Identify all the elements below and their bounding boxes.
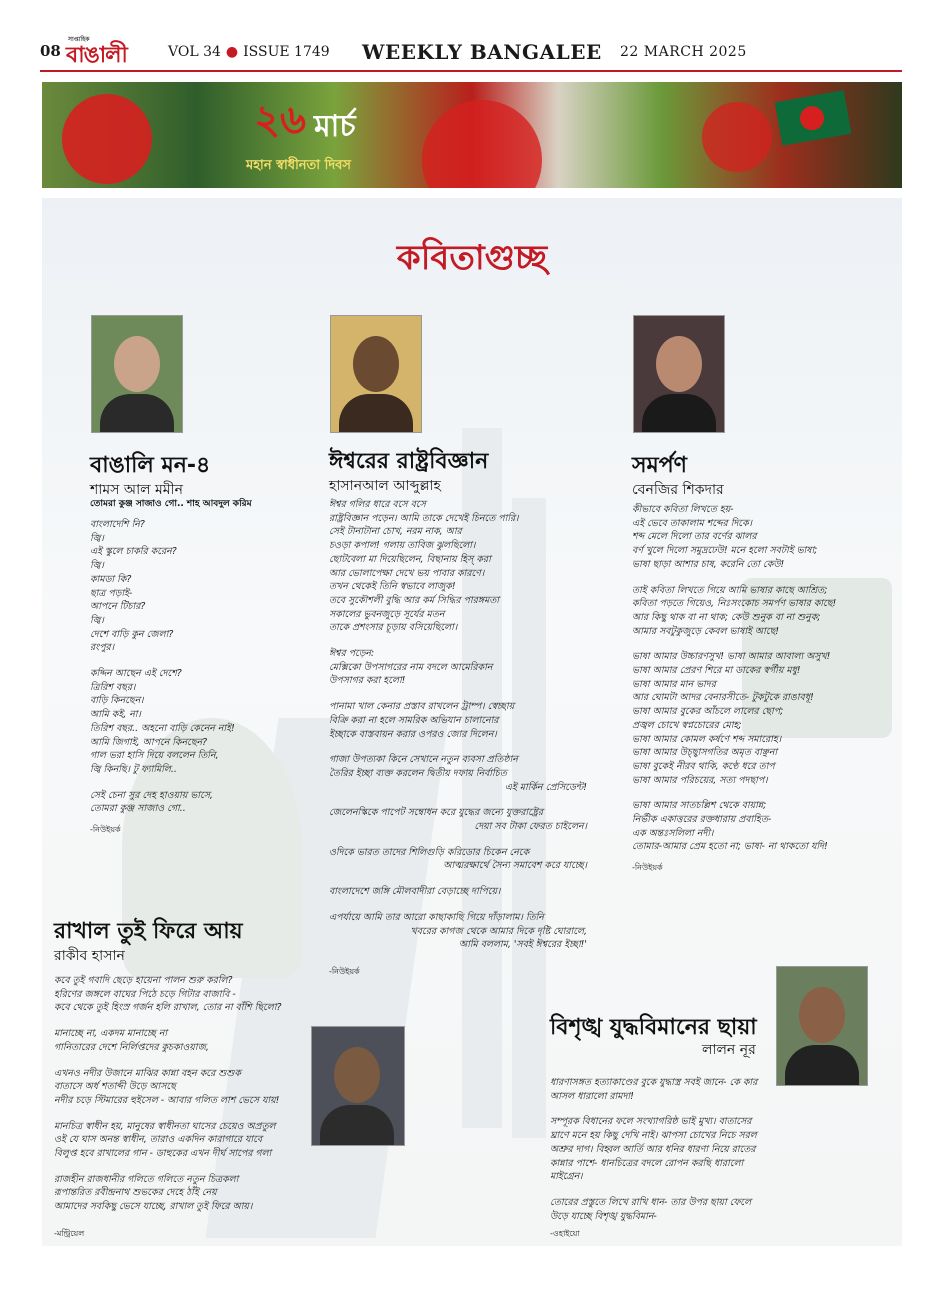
poem-line xyxy=(550,1103,810,1115)
banner-day: ২৬ xyxy=(254,97,307,143)
poem-line: জ্বি। xyxy=(90,532,104,544)
poem-line: দেশে বাড়ি কুন জেলা? xyxy=(90,628,174,640)
poem-author: বেনজির শিকদার xyxy=(632,482,724,498)
poem-line: মানচিত্র স্বাধীন হয়, মানুষের স্বাধীনতা ঘাসের চেয়েও অপ্রতুল xyxy=(54,1120,276,1132)
poem-line: উড়ে যাচ্ছে বিশৃঙ্খ যুদ্ধবিমান- xyxy=(550,1210,657,1222)
poem-line: তৈরির ইচ্ছা ব্যক্ত করলেন দ্বিতীয় দফায় নির্বাচিত xyxy=(329,767,507,779)
header-rule xyxy=(40,70,902,72)
poem-author: রাকীব হাসান xyxy=(54,948,125,964)
section-title: কবিতাগুচ্ছ xyxy=(396,238,548,278)
poem-line: সম্পূরক বিধানের ফলে সংখ্যাগরিষ্ঠ ভাই মুখ্য। বাতাসের xyxy=(550,1116,752,1128)
poem-line: নির্ভীক একাত্তরের রক্তধারায় প্রবাহিত- xyxy=(632,814,772,826)
poem-line: এক অন্তঃসলিলা নদী। xyxy=(632,827,714,839)
poem-line: এই মার্কিন প্রেসিডেন্ট! xyxy=(504,781,587,793)
poem-line xyxy=(54,1108,304,1120)
poem-line: সকালের ভুবনজুড়ে সূর্যের মতন xyxy=(329,608,445,620)
poem-line: উপসাগর করা হলো! xyxy=(329,675,406,687)
poem-line: কদ্দিন আছেন এই দেশে? xyxy=(90,668,182,680)
author-photo-hasanal-abdullah xyxy=(330,315,422,433)
poem-title: বাঙালি মন-৪ xyxy=(90,453,211,478)
poem-line: শব্দ মেলে দিলো তার বর্ণের ঝালর xyxy=(632,531,757,543)
poem-line: এই স্কুলে চাকরি করেন? xyxy=(90,546,177,558)
poem-line: ভাষা ছাড়া আশার চাষ, করেনি তো কেউ! xyxy=(632,558,785,570)
masthead xyxy=(0,38,945,72)
poem-line: রাজহীন রাজধানীর গলিতে গলিতে নতুন চিত্রকলা xyxy=(54,1173,239,1185)
poem-line: নদীর চড়ে স্টিমারের হুইসেল - আবার গলিত লাশ ভেসে যায়! xyxy=(54,1094,280,1106)
poem-line: এই ভেবে তাকালাম শব্দের দিকে। xyxy=(632,517,752,529)
banner-sun-left xyxy=(62,94,152,184)
poem-line: ভাষা আমার কোমল কর্ষণে শব্দ সমারোহ। xyxy=(632,733,782,745)
poem-line: ভাষা বুকেই নীরব থাকি, কণ্ঠে ধরে তাপ xyxy=(632,760,775,772)
poem-line: বাংলাদেশি নি? xyxy=(90,519,145,530)
poem-line: মাইগ্রেন। xyxy=(550,1171,583,1183)
poem-body xyxy=(632,503,862,854)
poem-line: ইচ্ছাকে বাস্তবায়ন করার ওপরও জোর দিলেন। xyxy=(329,728,497,740)
poem-author: হাসানআল আব্দুল্লাহ xyxy=(329,478,441,494)
poem-line: আপনে টিচার? xyxy=(90,601,146,613)
poem-line: রাষ্ট্রবিজ্ঞান পড়েন। আমি তাকে দেখেই চিনতে পারি। xyxy=(329,512,519,524)
poem-line: বিলুপ্ত হবে রাখালের গান - ডাহুকের এখন দীর্ঘ সাপের গলা xyxy=(54,1148,272,1160)
poem-line: আমি কই, না। xyxy=(90,709,141,721)
poem-line xyxy=(90,655,290,667)
bangladesh-flag-icon xyxy=(775,90,852,145)
poem-line: কবে থেকে তুই হিংস্র গর্জন হলি রাখাল, তোর না বাঁশি ছিলো? xyxy=(54,1002,282,1014)
separator-dot-icon: ● xyxy=(225,44,239,60)
poem-title: ঈশ্বরের রাষ্ট্রবিজ্ঞান xyxy=(329,449,489,474)
poem-line: জ্বি। xyxy=(90,560,104,572)
poem-line: তোমরা কুঞ্জ সাজাও গো.. xyxy=(90,803,186,815)
banner-sun-center xyxy=(422,100,542,188)
poem-line: খবরের কাগজ থেকে আমার দিকে দৃষ্টি ঘোরালে, xyxy=(410,925,587,937)
poem-line: আত্মরক্ষার্থে সৈন্য সমাবেশ করে যাচ্ছে। xyxy=(443,860,587,872)
poem-line: এপর্যায়ে আমি তার আরো কাছাকাছি গিয়ে দাঁড়ালাম। তিনি xyxy=(329,911,544,923)
logo-tagline: সাপ্তাহিক xyxy=(68,36,90,43)
author-photo-benzir-shikder xyxy=(633,315,725,433)
poem-signoff: -নিউইয়র্ক xyxy=(632,863,663,872)
poem-title: সমর্পণ xyxy=(632,453,687,478)
page-number: 08 xyxy=(40,42,61,60)
poem-line: গানিতারের দেশে নির্লিপ্তদের কুচকাওয়াজ, xyxy=(54,1041,209,1053)
poem-line: আর কিছু থাক বা না থাক; কেউ শুনুক বা না শুনুক; xyxy=(632,611,821,623)
volume: VOL 34 xyxy=(168,44,221,60)
poem-line: বাংলাদেশে জঙ্গি মৌলবাদীরা বেড়াচ্ছে দাপিয়ে। xyxy=(329,886,501,898)
banner-subtitle: মহান স্বাধীনতা দিবস xyxy=(246,158,351,173)
poem-line: ভাষা আমার উচ্চারণসুখ! ভাষা আমার আবাল্য অসুখ! xyxy=(632,651,831,663)
poem-line xyxy=(550,1184,810,1196)
poem-line: অশ্রুর দাগ। বিহ্বল আর্তি আর ধনির ধারণা নিয়ে রাতের xyxy=(550,1143,756,1155)
poem-line: ভাষা আমার সাতচল্লিশ থেকে বায়ান্ন; xyxy=(632,800,767,812)
poem-line: তবে সুকৌশলী বুদ্ধি আর কর্ম সিদ্ধির পারঙ্গমতা xyxy=(329,594,499,606)
banner-month: মার্চ xyxy=(314,109,356,144)
issue-date: 22 MARCH 2025 xyxy=(620,44,747,60)
poem-line: বিক্রি করা না হলে সামরিক অভিযান চালানোর xyxy=(329,714,499,726)
poem-epigraph: তোমরা কুঞ্জ সাজাও গো.. শাহ আবদুল করিম xyxy=(90,499,252,509)
poem-line: আর ঘোমটা আদর বেনারসীতে- টুকটুকে রাঙাবধূ! xyxy=(632,692,814,704)
independence-day-banner xyxy=(42,82,902,188)
issue-info xyxy=(168,44,330,60)
poem-line: রূপান্তরিত রবীন্দ্রনাথ শুভকের দেহে ঠাঁই নেয় xyxy=(54,1187,217,1199)
poem-line: তোরের প্রস্তুতে লিখে রাখি ধান- তার উপর ছায়া ফেলে xyxy=(550,1196,752,1208)
poem-body xyxy=(54,974,304,1214)
poem-line: প্রজ্বল চোখে স্বপ্নচোরের মোহ; xyxy=(632,719,742,731)
poem-signoff: -নিউইয়র্ক xyxy=(329,967,360,976)
poem-signoff: -নিউইয়র্ক xyxy=(90,825,121,834)
poem-line: তোমার-আমার প্রেম হতো না; ভাষা- না থাকতো যদি! xyxy=(632,841,828,853)
poem-line: ভাষা আমার বুকের আঁচলে লালের ছোপ; xyxy=(632,706,784,718)
poem-line: সেই চেনা সুর দেহ হাওয়ায় ভাসে, xyxy=(90,789,213,801)
poem-line: কবিতা পড়তে গিয়েও, নিঃসংকোচ সমর্পণ ভাষার কাছে! xyxy=(632,598,837,610)
poem-line: তাকে প্রশংসার চূড়ায় বসিয়েছিলো। xyxy=(329,622,458,634)
poem-line: আমি জিগাই, আপনে কিনছেন? xyxy=(90,736,208,748)
poem-line: জেলেনস্কিকে পাপেট সম্বোধন করে যুদ্ধের জন্যে যুক্তরাষ্ট্রের xyxy=(329,807,543,819)
poem-signoff: -মন্ট্রিয়েল xyxy=(54,1229,85,1238)
poem-author: শামস আল মমীন xyxy=(90,482,183,498)
poem-body xyxy=(329,498,587,952)
poem-line: দেয়া সব টাকা ফেরত চাইলেন। xyxy=(474,821,587,833)
poem-title: বিশৃঙ্খ যুদ্ধবিমানের ছায়া xyxy=(550,1015,757,1040)
poem-line: গাল ভরা হাসি দিয়ে বললেন তিনি, xyxy=(90,750,219,762)
poem-line xyxy=(54,1015,304,1027)
poem-line xyxy=(329,834,587,846)
poem-line: আর ভোলাপেক্ষা দেখে ভয় পাবার কারণে। xyxy=(329,567,485,579)
poem-line: গাজা উপত্যকা কিনে সেখানে নতুন ব্যবসা প্রতিষ্ঠান xyxy=(329,754,518,766)
poem-line xyxy=(329,899,587,911)
poem-line: ভাষা আমার প্রেরণ শিরে মা ডাকের স্বর্গীয় মধু! xyxy=(632,665,801,677)
poem-line: বাড়ি কিনছেন। xyxy=(90,695,144,707)
poem-line: কামডা কি? xyxy=(90,573,132,585)
poem-line: চওড়া কপাল! গলায় তাবিজ ঝুলছিলো। xyxy=(329,540,476,552)
poem-line: তখন থেকেই তিনি স্বভাবে লাজুক! xyxy=(329,581,456,593)
poem-line: হরিণের জঙ্গলে বাঘের পিঠে চড়ে গিটার বাজাবি - xyxy=(54,988,236,1000)
author-photo-rakib-hasan xyxy=(311,1026,405,1146)
poem-line: জ্বি কিনছি। টু ফ্যামিলি.. xyxy=(90,763,177,775)
author-photo-shams-al-momin xyxy=(91,315,183,433)
poem-line: তাই কবিতা লিখতে গিয়ে আমি ভাষার কাছে আশ্রিত; xyxy=(632,584,828,596)
logo-text: বাঙালী xyxy=(66,43,127,68)
poem-line: ছাত্র পড়াই- xyxy=(90,587,133,599)
poem-body xyxy=(90,518,290,816)
poem-line: রংপুর। xyxy=(90,642,115,654)
issue: ISSUE 1749 xyxy=(243,44,330,60)
poem-line: ছোটবেলা মা দিয়েছিলেন, বিছানায় হিস্ করা xyxy=(329,553,491,565)
poem-line: মেক্সিকো উপসাগরের নাম বদলে আমেরিকান xyxy=(329,661,493,673)
poem-line xyxy=(632,638,862,650)
banner-sun-right xyxy=(702,102,772,172)
poem-signoff: -ওহাইয়ো xyxy=(550,1229,580,1238)
poem-line: কীভাবে কবিতা লিখতে হয়- xyxy=(632,504,734,515)
poem-line: পানামা খাল কেনার প্রস্তাব রাখলেন ট্রাম্প। স্বেচ্ছায় xyxy=(329,701,515,713)
poem-line: ভাষা আমার উচ্ছ্বাসগতির অমৃত বাঞ্ছনা xyxy=(632,747,778,759)
poem-line: ঈশ্বর গলির ধারে বসে বসে xyxy=(329,499,426,510)
poem-line: সেই টানাটানা চোখ, নরম নাক, আর xyxy=(329,526,462,538)
poem-line: বাতাসে অর্ধ শতাব্দী উড়ে আসছে xyxy=(54,1081,176,1093)
poem-line: মানাচ্ছে না, একদম মানাচ্ছে না xyxy=(54,1028,168,1040)
poem-line: ওদিকে ভারত তাদের শিলিগুড়ি করিডোর চিকেন নেকে xyxy=(329,846,530,858)
poem-line: ভাষা আমার পরিচয়ের, সত্য পদছাপ। xyxy=(632,774,768,786)
poem-line: কান্নার পাশে- ধানচিত্রের বদলে রোপন করছি ধারালো xyxy=(550,1157,744,1169)
poem-line: আমার সবটুকুজুড়ে কেবল ভাষাই আছে! xyxy=(632,625,780,637)
publication-title: WEEKLY BANGALEE xyxy=(362,40,602,64)
poem-line xyxy=(90,777,290,789)
poem-line xyxy=(329,635,587,647)
poem-line: বর্ণ খুলে দিলো সমুদ্রঢেউ! মনে হলো সবটাই ভাষা; xyxy=(632,545,818,557)
poem-line xyxy=(632,572,862,584)
poem-line: ঈশ্বর পড়েন: xyxy=(329,648,375,660)
poem-line: ভাষা আমার মান ভাদর xyxy=(632,678,716,690)
poem-line: আমি বললাম, 'সবই ঈশ্বরের ইচ্ছা!' xyxy=(458,939,587,951)
poem-line: জ্বি। xyxy=(90,614,104,626)
poem-line: এখনও নদীর উজানে মাঝির কান্না বহন করে শুশুক xyxy=(54,1067,241,1079)
poem-title: রাখাল তুই ফিরে আয় xyxy=(54,919,243,944)
poem-line: আসল ধারালো রামদা! xyxy=(550,1090,634,1102)
poem-line: ত্রিরিশ বছর। xyxy=(90,681,136,693)
poem-line: ধারণাসঙ্গত হত্যাকাণ্ডের বুকে যুদ্ধাস্ত্র সবই জানে- কে কার xyxy=(550,1077,758,1088)
poem-line xyxy=(329,794,587,806)
poetry-section xyxy=(42,198,902,1246)
poem-author: লালন নূর xyxy=(702,1042,756,1058)
poem-line xyxy=(329,688,587,700)
poem-line: কবে তুই গবাদি ছেড়ে হায়েনা পালন শুরু করলি? xyxy=(54,975,233,986)
poem-line: ওই যে ঘাস অনন্ত স্বাধীন, তারাও একদিন কারাগারে যাবে xyxy=(54,1134,263,1146)
poem-line xyxy=(54,1055,304,1067)
poem-body xyxy=(550,1076,810,1223)
poem-line xyxy=(54,1161,304,1173)
author-photo-lalon-noor xyxy=(776,966,868,1086)
poem-line xyxy=(329,741,587,753)
poem-line xyxy=(632,787,862,799)
poem-line: ঘ্রাণে মনে হয় কিছু দেখি নাই। ঝাপসা চোখের নিচে সরল xyxy=(550,1130,757,1142)
poem-line: তিরিশ বছর.. অহনো বাড়ি কেনেন নাই! xyxy=(90,722,235,734)
poem-line: আমাদের সবকিছু ভেসে যাচ্ছে, রাখাল তুই ফিরে আয়। xyxy=(54,1201,253,1213)
poem-line xyxy=(329,873,587,885)
